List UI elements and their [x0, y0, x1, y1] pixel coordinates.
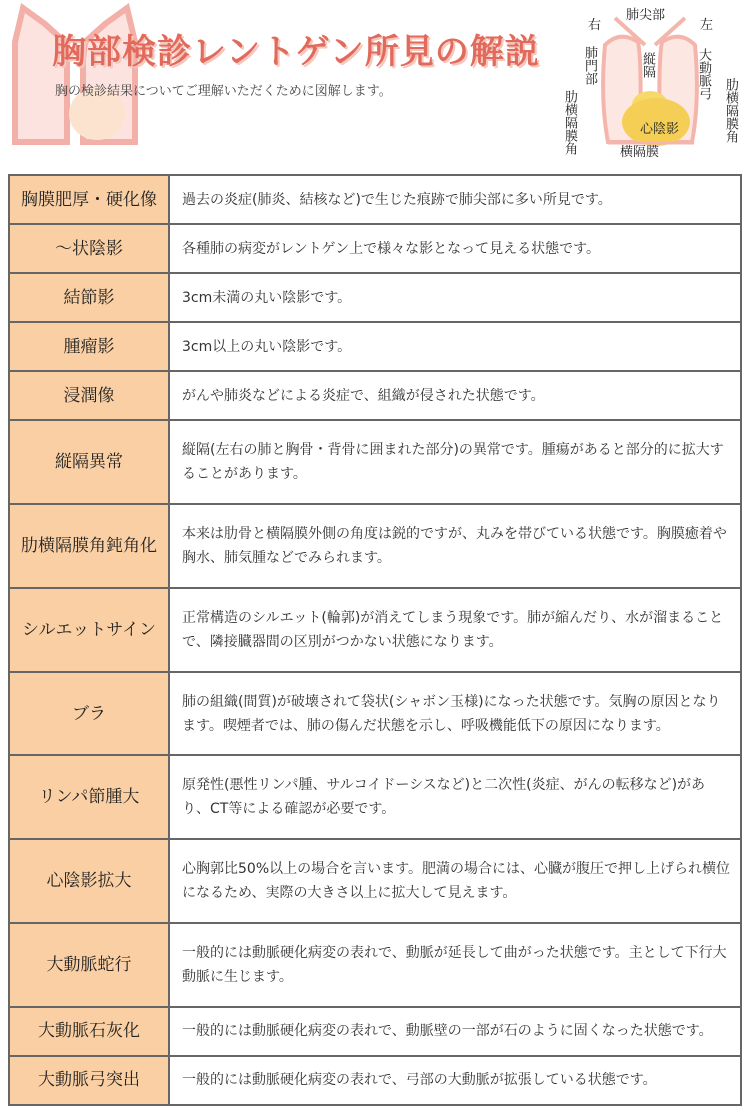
finding-term: リンパ節腫大: [9, 755, 169, 839]
finding-term: 胸膜肥厚・硬化像: [9, 175, 169, 224]
finding-term: 結節影: [9, 273, 169, 322]
finding-description: 3cm以上の丸い陰影です。: [169, 322, 741, 371]
table-row: [9, 273, 741, 322]
finding-term: 腫瘤影: [9, 322, 169, 371]
finding-description: 心胸郭比50%以上の場合を言います。肥満の場合には、心臓が腹圧で押し上げられ横位になるため、実際の大きさ以上に拡大して見えます。: [169, 839, 741, 923]
finding-term: 大動脈蛇行: [9, 923, 169, 1007]
label-mediastinum: 縦隔: [640, 52, 655, 78]
finding-description: 3cm未満の丸い陰影です。: [169, 273, 741, 322]
finding-term: 縦隔異常: [9, 420, 169, 504]
table-row: [9, 839, 741, 923]
label-apex: 肺尖部: [626, 8, 666, 23]
label-diaphragm: 横隔膜: [620, 145, 660, 160]
finding-term: ブラ: [9, 672, 169, 756]
label-right: 右: [588, 18, 602, 33]
finding-description: 縦隔(左右の肺と胸骨・背骨に囲まれた部分)の異常です。腫瘍があると部分的に拡大することがあります。: [169, 420, 741, 504]
finding-description: 一般的には動脈硬化病変の表れで、動脈が延長して曲がった状態です。主として下行大動脈に生じます。: [169, 923, 741, 1007]
table-row: [9, 175, 741, 224]
finding-description: 過去の炎症(肺炎、結核など)で生じた痕跡で肺尖部に多い所見です。: [169, 175, 741, 224]
table-row: [9, 588, 741, 672]
finding-description: 正常構造のシルエット(輪郭)が消えてしまう現象です。肺が縮んだり、水が溜まることで、隣接臓器間の区別がつかない状態になります。: [169, 588, 741, 672]
finding-description: 原発性(悪性リンパ腫、サルコイドーシスなど)と二次性(炎症、がんの転移など)があり、CT等による確認が必要です。: [169, 755, 741, 839]
table-row: [9, 923, 741, 1007]
table-row: [9, 672, 741, 756]
finding-term: 心陰影拡大: [9, 839, 169, 923]
table-row: [9, 504, 741, 588]
label-aortic-arch: 大動脈弓: [696, 48, 711, 100]
finding-description: 各種肺の病変がレントゲン上で様々な影となって見える状態です。: [169, 224, 741, 273]
findings-table: [8, 174, 742, 1106]
finding-description: 一般的には動脈硬化病変の表れで、弓部の大動脈が拡張している状態です。: [169, 1056, 741, 1105]
chest-diagram: [560, 0, 750, 165]
page-subtitle: 胸の検診結果についてご理解いただくために図解します。: [55, 84, 392, 99]
finding-description: 本来は肋骨と横隔膜外側の角度は鋭的ですが、丸みを帯びている状態です。胸膜癒着や胸水、肺気腫などでみられます。: [169, 504, 741, 588]
finding-term: ～状陰影: [9, 224, 169, 273]
header: [0, 0, 750, 170]
finding-description: 肺の組織(間質)が破壊されて袋状(シャボン玉様)になった状態です。気胸の原因となります。喫煙者では、肺の傷んだ状態を示し、呼吸機能低下の原因になります。: [169, 672, 741, 756]
page-title: 胸部検診レントゲン所見の解説: [52, 32, 540, 72]
finding-description: がんや肺炎などによる炎症で、組織が侵された状態です。: [169, 371, 741, 420]
label-cardiac-shadow: 心陰影: [640, 122, 680, 137]
label-hilum: 肺門部: [582, 46, 597, 85]
table-row: [9, 420, 741, 504]
finding-term: 浸潤像: [9, 371, 169, 420]
label-left: 左: [700, 18, 714, 33]
finding-term: シルエットサイン: [9, 588, 169, 672]
finding-term: 大動脈弓突出: [9, 1056, 169, 1105]
table-row: [9, 1007, 741, 1056]
label-costophrenic-left: 肋横隔膜角: [723, 78, 738, 143]
table-row: [9, 224, 741, 273]
table-row: [9, 1056, 741, 1105]
table-row: [9, 755, 741, 839]
table-row: [9, 371, 741, 420]
label-costophrenic-right: 肋横隔膜角: [562, 90, 577, 155]
finding-description: 一般的には動脈硬化病変の表れで、動脈壁の一部が石のように固くなった状態です。: [169, 1007, 741, 1056]
finding-term: 肋横隔膜角鈍角化: [9, 504, 169, 588]
finding-term: 大動脈石灰化: [9, 1007, 169, 1056]
table-row: [9, 322, 741, 371]
